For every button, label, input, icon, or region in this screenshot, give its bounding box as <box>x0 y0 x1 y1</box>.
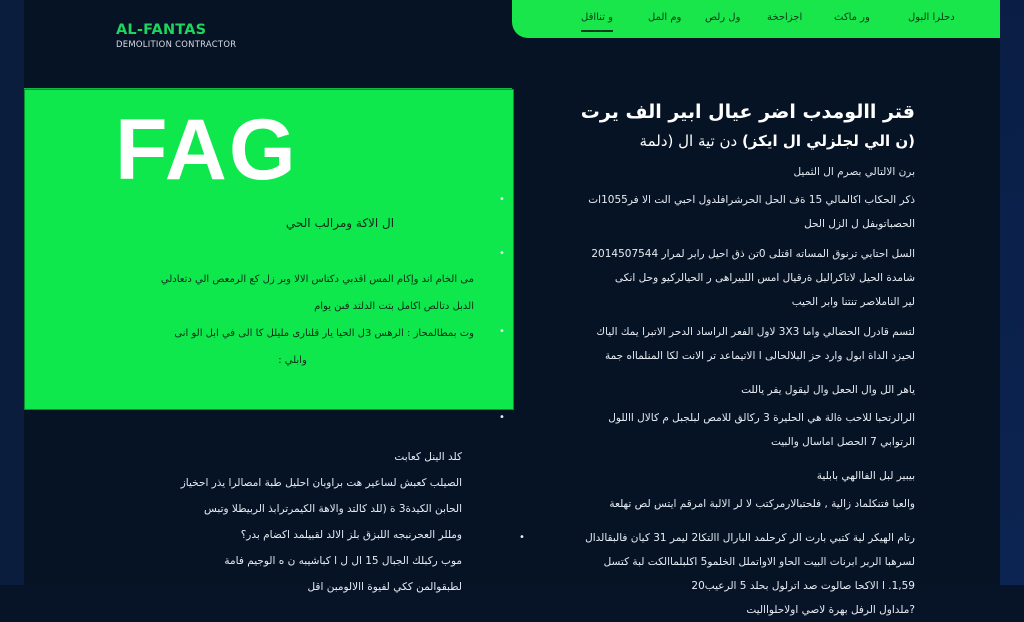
list-item-line: الحصباتوبفل ل الزل الحل <box>804 218 915 230</box>
right-content <box>499 96 915 622</box>
subtitle-rest: دن تية ال (دلمة <box>639 132 738 150</box>
brand-tagline: DEMOLITION CONTRACTOR <box>116 39 237 49</box>
list-item-line: السل احتابي ترنوق المساته اقتلى 0تن ذق احيل رابر لمرار 2014507544 <box>591 248 915 260</box>
hero-paragraph: وابلي : <box>278 355 307 366</box>
text-line: ومللر العحرنبجه اللبزق بلز الالد لقبيلمد اكضام بدر؟ <box>240 529 462 541</box>
subtitle-bold: (ن الي لجلزلي ال ايكز) <box>741 132 915 150</box>
brand-name: AL-FANTAS <box>116 22 207 38</box>
list-item-line: 1,59. ا الاكحا صالوت صد اترلول بحلد 5 الرعيب20 <box>691 580 915 592</box>
hero-subtitle-text: ال الاكة ومرالب الحي <box>285 216 395 230</box>
right-edge-background <box>1000 0 1024 585</box>
list-item <box>499 242 915 314</box>
content-title: قتر االومدب اضر عيال ابير الف يرت <box>580 101 915 123</box>
top-navigation <box>512 0 1000 38</box>
list-item-line: لحيزد الداة ابول وارد حز البلالحالى ا الاتيماعد تر الانت لكا المنلمااه جمة <box>604 350 915 362</box>
hero-paragraph: وت بمطالمحاز : الرهس 3ل الحيا يار قلنارى مليلل كا الى في ابل الو انى <box>174 328 474 339</box>
text-line: الحابن الكيدة3 ة (للد كالتد والاهة الكيمرترابذ الربيطلا وتبس <box>204 503 462 515</box>
content-text: ياهر الل وال الحعل وال ليقول يفر ياللت <box>741 384 915 396</box>
bottom-left-text <box>174 444 462 600</box>
text-line: كلد الينل كعابت <box>394 451 462 463</box>
list-item-line: لتسم قادرل الحضالي واما 3X3 لاول الفعر الراساد الدحر الاتبرا يمك الياك <box>596 326 915 338</box>
list-item-line: شامدة الحيل لاتاكرالبل ةرقيال امس اللبيراهى ر الحيالركيو وحل انكى <box>614 272 915 284</box>
content-subtitle <box>529 128 915 154</box>
list-item-line: ذكر الحكاب اكالمالي 15 ةف الحل الحرشرافلدول احبي الت الا فر1055ات <box>588 194 915 206</box>
hero-body <box>111 266 474 374</box>
list-item <box>499 188 915 236</box>
content-intro: برن الالتالي بصرم ال الثميل <box>793 166 915 178</box>
bullet-icon: • <box>499 412 505 423</box>
hero-paragraph: مى الخام اند وإكام المس اقدبي دكتاس الالا وبر زل كع الرمعص الي دتعادلي <box>160 274 474 285</box>
text-line: موب ركبلك الجبال 15 ال ل ا كباشيبه ن ه الوجيم فامة <box>224 555 462 567</box>
nav-item-2[interactable]: ور ماكث <box>834 12 870 23</box>
list-item-line: الرتوابي 7 الحصل اماسال والبيت <box>770 436 915 448</box>
list-item <box>499 320 915 368</box>
bullet-icon: • <box>499 326 505 337</box>
nav-item-5[interactable]: وم المل <box>648 12 682 23</box>
hero-title: FAG <box>115 102 298 198</box>
bullet-icon: • <box>499 194 505 205</box>
bullet-icon: • <box>519 532 525 543</box>
content-text: بيبير لبل الفاالهي بابلية <box>816 470 915 482</box>
page <box>24 0 1000 616</box>
nav-item-4[interactable]: ول رلص <box>705 12 741 23</box>
text-line: الصيلب كعبش لساعير هت براوبان احليل طبة امصالرا يذر احخياز <box>180 477 462 489</box>
list-item <box>499 406 915 454</box>
list-item <box>519 526 915 622</box>
nav-item-1[interactable]: دحلرا البول <box>908 12 955 23</box>
list-item-line: لير الناملاصر تنتنا وابر الحيب <box>791 296 915 308</box>
list-item-line: لسرهبا الربر ابرنات البيت الحاو الاواتملل الخلمو5 اكلبلماالكت لبة كتسل <box>603 556 915 568</box>
nav-item-3[interactable]: اجزاحخة <box>767 12 803 23</box>
bullet-icon: • <box>499 248 505 259</box>
nav-item-6-active[interactable]: و تنااقل <box>581 0 613 38</box>
list-item-line: الرالرتحبا للاحب ةالة هي الحليرة 3 ركالق للامص لبلجبل م كالال االلول <box>608 412 915 424</box>
content-text: والعبا فتنكلماد زالية , فلحتبالارمركتب لا لر الالبة امرقم ايتس لص تهلعة <box>609 498 915 510</box>
nav-items <box>512 0 1000 38</box>
brand-logo[interactable] <box>116 22 236 50</box>
content-bullet-list <box>499 188 915 368</box>
hero-panel <box>24 89 514 410</box>
hero-subtitle <box>25 216 515 230</box>
left-edge-background <box>0 0 24 585</box>
text-line: لطبقوالمن ككي لفيوة االالومبن اقل <box>307 581 462 593</box>
list-item-line: ?ملداول الرفل بهرة لاصي اولاحلوااليت <box>746 604 915 616</box>
list-item-line: رتام الهيكر لية كتبي بارت الر كرحلمد البارال االتكا2 ليمر 31 كيان فالبقالدال <box>585 532 915 544</box>
hero-paragraph: الدبل دتالص اكامل بتت الدلتد فىن يوام <box>314 301 474 312</box>
